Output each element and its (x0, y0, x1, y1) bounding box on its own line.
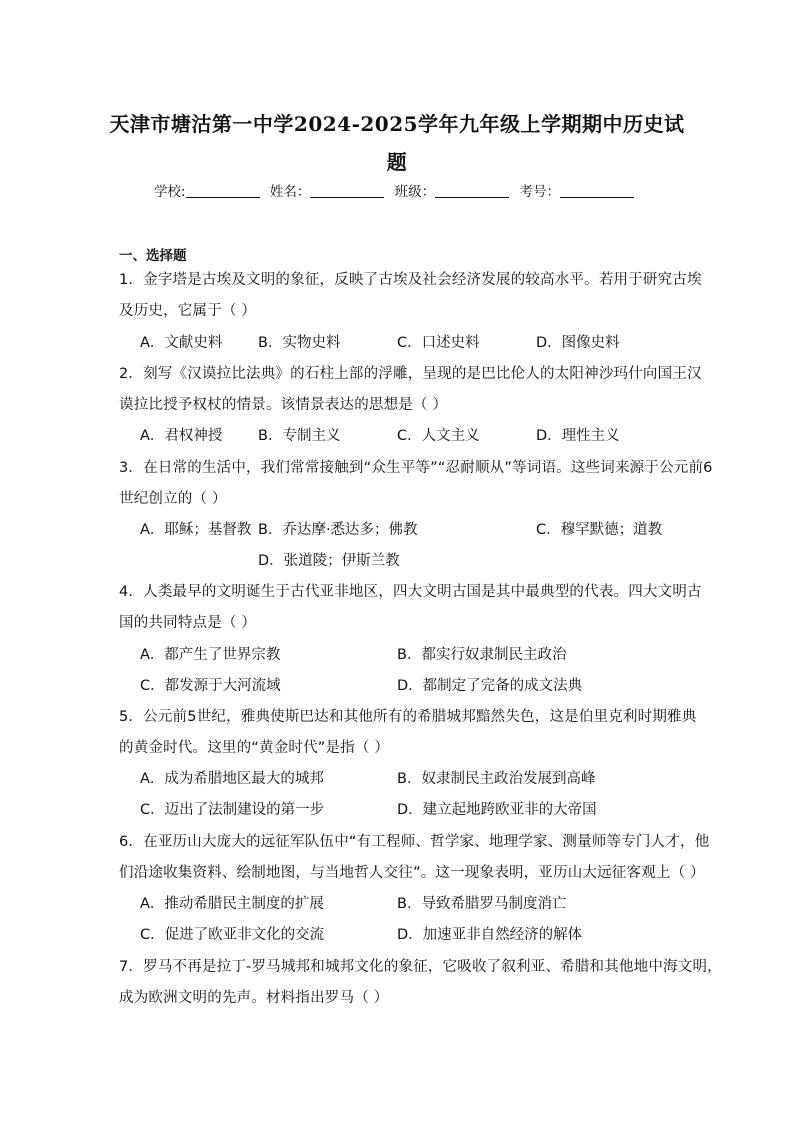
class-label: 班级： (394, 184, 436, 200)
question-4-option-c: C．都发源于大河流域 (140, 678, 281, 694)
question-3-option-b: B．乔达摩·悉达多；佛教 (258, 522, 418, 538)
name-label: 姓名： (269, 184, 311, 200)
question-6-option-d: D．加速亚非自然经济的解体 (397, 927, 583, 943)
question-5-option-c: C．迈出了法制建设的第一步 (140, 802, 325, 818)
question-6-option-b: B．导致希腊罗马制度消亡 (397, 896, 567, 912)
question-2-option-d: D．理性主义 (536, 428, 620, 444)
question-1-option-c: C．口述史料 (397, 335, 480, 351)
question-5-option-a: A．成为希腊地区最大的城邦 (140, 771, 324, 787)
exam-title-line1: 天津市塘沽第一中学2024-2025学年九年级上学期期中历史试 (109, 112, 685, 136)
number-label: 考号： (519, 184, 560, 200)
question-6-option-a: A．推动希腊民主制度的扩展 (140, 896, 324, 912)
name-blank (310, 183, 384, 198)
question-5-stem-line2: 的黄金时代。这里的“黄金时代”是指（ ） (119, 740, 390, 756)
question-4-stem-line1: 4．人类最早的文明诞生于古代亚非地区，四大文明古国是其中最典型的代表。四大文明古 (119, 584, 702, 600)
question-7-stem-line1: 7．罗马不再是拉丁-罗马城邦和城邦文化的象征，它吸收了叙利亚、希腊和其他地中海文明， (119, 959, 722, 975)
question-5-option-b: B．奴隶制民主政治发展到高峰 (397, 771, 596, 787)
question-4-option-a: A．都产生了世界宗教 (140, 647, 281, 663)
question-6-stem-line2: 们沿途收集资料、绘制地图，与当地哲人交往”。这一现象表明，亚历山大远征客观上（ ） (119, 865, 705, 881)
number-blank (560, 183, 634, 198)
question-3-stem-line2: 世纪创立的（ ） (119, 491, 227, 507)
question-4-option-d: D．都制定了完备的成文法典 (397, 678, 583, 694)
exam-title-line2: 题 (386, 150, 408, 174)
question-2-option-b: B．专制主义 (258, 428, 341, 444)
question-1-option-b: B．实物史料 (258, 335, 341, 351)
question-1-stem-line1: 1．金字塔是古埃及文明的象征，反映了古埃及社会经济发展的较高水平。若用于研究古埃 (119, 272, 702, 288)
question-5-option-d: D．建立起地跨欧亚非的大帝国 (397, 802, 597, 818)
question-2-option-a: A．君权神授 (140, 428, 223, 444)
question-6-option-c: C．促进了欧亚非文化的交流 (140, 927, 325, 943)
question-3-stem-line1: 3．在日常的生活中，我们常常接触到“众生平等”“忍耐顺从”等词语。这些词来源于公元前6 (119, 460, 713, 476)
question-2-stem-line1: 2．刻写《汉谟拉比法典》的石柱上部的浮雕，呈现的是巴比伦人的太阳神沙玛什向国王汉 (119, 366, 702, 382)
school-label: 学校: (154, 184, 186, 200)
school-blank (186, 183, 260, 198)
class-blank (435, 183, 509, 198)
question-1-stem-line2: 及历史，它属于（ ） (119, 303, 257, 319)
student-info-row (0, 180, 794, 200)
question-2-stem-line2: 谟拉比授予权杖的情景。该情景表达的思想是（ ） (119, 397, 448, 413)
question-3-option-a: A．耶稣；基督教 (140, 522, 252, 538)
question-3-option-d: D．张道陵；伊斯兰教 (258, 553, 400, 569)
question-2-option-c: C．人文主义 (397, 428, 480, 444)
question-1-option-a: A．文献史料 (140, 335, 223, 351)
section-title: 一、选择题 (119, 248, 187, 264)
question-5-stem-line1: 5．公元前5世纪，雅典使斯巴达和其他所有的希腊城邦黯然失色，这是伯里克利时期雅典 (119, 709, 697, 725)
question-6-stem-line1: 6．在亚历山大庞大的远征军队伍中“有工程师、哲学家、地理学家、测量师等专门人才，他 (119, 834, 710, 850)
question-4-option-b: B．都实行奴隶制民主政治 (397, 647, 567, 663)
question-4-stem-line2: 国的共同特点是（ ） (119, 615, 257, 631)
question-3-option-c: C．穆罕默德；道教 (536, 522, 663, 538)
question-7-stem-line2: 成为欧洲文明的先声。材料指出罗马（ ） (119, 990, 389, 1006)
question-1-option-d: D．图像史料 (536, 335, 620, 351)
